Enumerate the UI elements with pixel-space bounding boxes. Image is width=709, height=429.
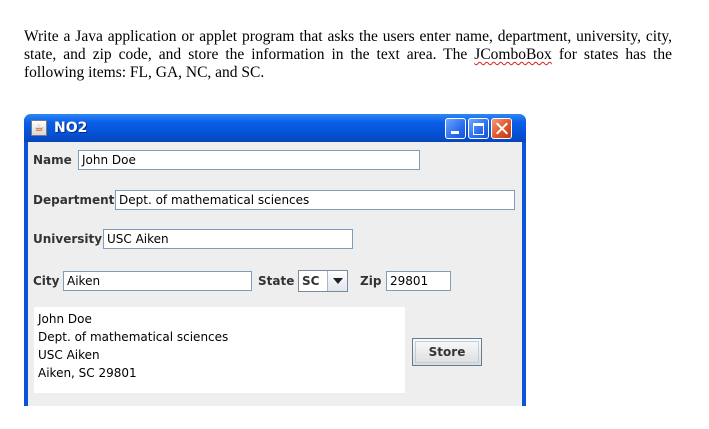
spellcheck-word: JComboBox <box>474 46 552 63</box>
university-field[interactable]: USC Aiken <box>103 229 353 249</box>
minimize-button[interactable] <box>445 118 466 139</box>
store-button-label: Store <box>428 345 466 359</box>
maximize-button[interactable] <box>468 118 489 139</box>
name-label: Name <box>33 153 72 167</box>
city-field[interactable]: Aiken <box>63 271 252 291</box>
university-label: University <box>33 232 103 246</box>
output-line: Aiken, SC 29801 <box>38 366 137 380</box>
store-button[interactable] <box>412 338 482 366</box>
form-panel <box>28 142 522 406</box>
output-line: USC Aiken <box>38 348 100 362</box>
instructions-text-1: Write a Java application or applet program that asks the users enter name, department, university, city, state, and zip code, and store the information in the text area. The <box>24 28 672 63</box>
department-label: Department <box>33 193 115 207</box>
instructions-text-2: for states has the following items: FL, GA, NC, and SC. <box>24 46 672 81</box>
close-button[interactable] <box>491 118 512 139</box>
state-selected-value: SC <box>302 274 320 288</box>
output-line: John Doe <box>38 312 92 326</box>
app-window <box>24 114 526 406</box>
assignment-instructions <box>24 28 672 82</box>
city-label: City <box>33 274 60 288</box>
state-combobox[interactable] <box>298 270 348 292</box>
zip-label: Zip <box>360 274 382 288</box>
window-title: NO2 <box>54 120 88 136</box>
output-line: Dept. of mathematical sciences <box>38 330 229 344</box>
output-text-area[interactable] <box>34 307 405 393</box>
zip-field[interactable]: 29801 <box>386 271 451 291</box>
state-label: State <box>258 274 295 288</box>
title-bar[interactable] <box>24 114 526 142</box>
name-field[interactable]: John Doe <box>78 150 420 170</box>
chevron-down-icon[interactable] <box>327 271 347 291</box>
department-field[interactable]: Dept. of mathematical sciences <box>115 190 515 210</box>
java-coffee-icon: ☕ <box>31 120 47 136</box>
